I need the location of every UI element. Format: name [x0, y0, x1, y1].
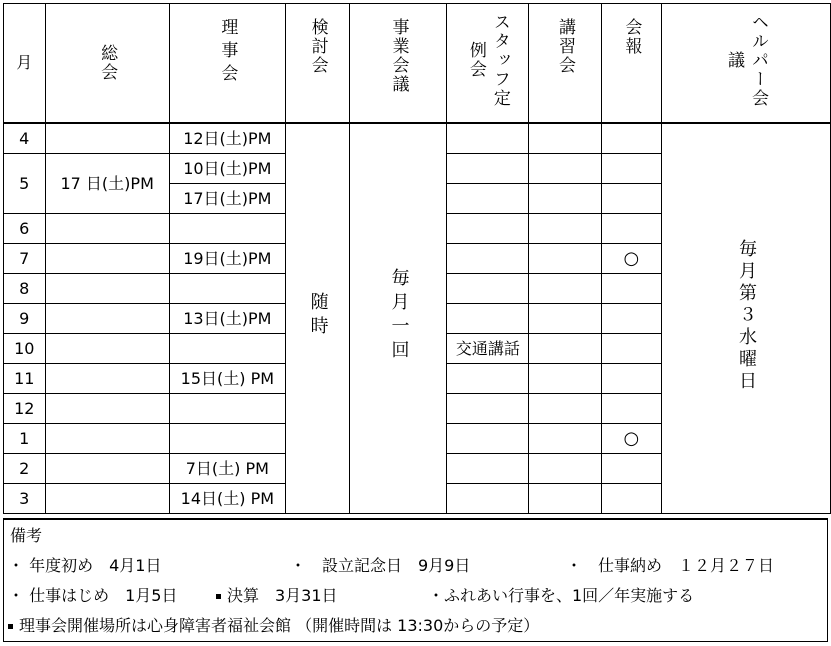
header-kaiho: 会報 — [601, 4, 661, 124]
kaiho-cell — [601, 154, 661, 184]
rijikai-cell: 19日(土)PM — [169, 244, 285, 274]
staff-cell — [447, 364, 529, 394]
koshukai-cell — [529, 364, 602, 394]
koshukai-cell — [529, 244, 602, 274]
staff-cell — [447, 123, 529, 154]
koshukai-cell — [529, 454, 602, 484]
circle-mark-icon: ○ — [623, 247, 640, 269]
month-row-4 — [4, 123, 831, 154]
note-work-end: ・ 仕事納め １２月２７日 — [566, 556, 775, 575]
note-venue: 理事会開催場所は心身障害者福祉会館 （開催時間は 13:30からの予定） — [19, 616, 540, 635]
sokai-cell — [45, 274, 169, 304]
sokai-cell — [45, 454, 169, 484]
notes-line-3 — [8, 616, 539, 636]
rijikai-cell: 15日(土) PM — [169, 364, 285, 394]
month-cell: 9 — [4, 304, 46, 334]
sokai-cell — [45, 244, 169, 274]
header-rijikai: 理事会 — [169, 4, 285, 124]
kaiho-cell — [601, 274, 661, 304]
staff-cell — [447, 484, 529, 514]
rijikai-cell — [169, 424, 285, 454]
kentokai-cell: 随時 — [285, 123, 350, 514]
koshukai-cell — [529, 484, 602, 514]
sokai-cell — [45, 394, 169, 424]
header-month: 月 — [4, 4, 46, 124]
bullet-icon — [216, 594, 221, 599]
header-helper: ヘルパー会議 — [661, 4, 830, 124]
header-kentokai: 検討会 — [285, 4, 350, 124]
header-staff: スタッフ定例会 — [447, 4, 529, 124]
header-sokai: 総会 — [45, 4, 169, 124]
kaiho-cell — [601, 123, 661, 154]
koshukai-cell — [529, 154, 602, 184]
sokai-cell — [45, 304, 169, 334]
rijikai-cell: 17日(土)PM — [169, 184, 285, 214]
staff-cell — [447, 184, 529, 214]
koshukai-cell — [529, 394, 602, 424]
kaiho-cell — [601, 214, 661, 244]
rijikai-cell: 14日(土) PM — [169, 484, 285, 514]
note-fiscal-start: ・ 年度初め 4月1日 — [8, 556, 162, 575]
kaiho-cell — [601, 484, 661, 514]
rijikai-cell — [169, 394, 285, 424]
staff-cell — [447, 454, 529, 484]
sokai-cell — [45, 364, 169, 394]
sokai-cell: 17 日(土)PM — [45, 154, 169, 214]
notes-line-2 — [8, 586, 823, 606]
note-founding-day: ・ 設立記念日 9月9日 — [290, 556, 471, 575]
month-cell: 12 — [4, 394, 46, 424]
note-event: ・ふれあい行事を、1回／年実施する — [428, 586, 695, 605]
koshukai-cell — [529, 214, 602, 244]
sokai-cell — [45, 484, 169, 514]
sokai-cell — [45, 334, 169, 364]
kaiho-cell — [601, 364, 661, 394]
notes-section — [3, 518, 828, 642]
circle-mark-icon: ○ — [623, 427, 640, 449]
kaiho-cell — [601, 454, 661, 484]
staff-cell — [447, 154, 529, 184]
month-cell: 3 — [4, 484, 46, 514]
rijikai-cell — [169, 214, 285, 244]
kaiho-cell — [601, 244, 661, 274]
kaiho-cell — [601, 394, 661, 424]
kaiho-cell — [601, 184, 661, 214]
rijikai-cell: 13日(土)PM — [169, 304, 285, 334]
notes-title: 備考 — [10, 526, 43, 545]
kaiho-cell — [601, 424, 661, 454]
rijikai-cell — [169, 274, 285, 304]
bullet-icon — [8, 624, 13, 629]
annual-schedule-table — [3, 3, 831, 514]
koshukai-cell — [529, 123, 602, 154]
rijikai-cell: 12日(土)PM — [169, 123, 285, 154]
month-cell: 5 — [4, 154, 46, 214]
koshukai-cell — [529, 304, 602, 334]
jigyo-cell: 毎月一回 — [350, 123, 447, 514]
koshukai-cell — [529, 334, 602, 364]
rijikai-cell: 7日(土) PM — [169, 454, 285, 484]
staff-cell — [447, 394, 529, 424]
month-cell: 4 — [4, 123, 46, 154]
staff-cell — [447, 304, 529, 334]
month-cell: 2 — [4, 454, 46, 484]
sokai-cell — [45, 424, 169, 454]
staff-cell — [447, 274, 529, 304]
staff-cell — [447, 214, 529, 244]
note-work-start: ・ 仕事はじめ 1月5日 — [8, 586, 178, 605]
rijikai-cell: 10日(土)PM — [169, 154, 285, 184]
staff-cell — [447, 244, 529, 274]
month-cell: 1 — [4, 424, 46, 454]
staff-cell: 交通講話 — [447, 334, 529, 364]
note-settlement: 決算 3月31日 — [216, 586, 338, 606]
month-cell: 7 — [4, 244, 46, 274]
staff-cell — [447, 424, 529, 454]
month-cell: 6 — [4, 214, 46, 244]
notes-line-1 — [8, 556, 823, 576]
rijikai-cell — [169, 334, 285, 364]
header-row — [4, 4, 831, 124]
month-cell: 8 — [4, 274, 46, 304]
header-jigyo: 事業会議 — [350, 4, 447, 124]
koshukai-cell — [529, 184, 602, 214]
header-koshukai: 講習会 — [529, 4, 602, 124]
koshukai-cell — [529, 274, 602, 304]
sokai-cell — [45, 123, 169, 154]
kaiho-cell — [601, 334, 661, 364]
koshukai-cell — [529, 424, 602, 454]
helper-cell: 毎月第３水曜日 — [661, 123, 830, 514]
month-cell: 11 — [4, 364, 46, 394]
month-cell: 10 — [4, 334, 46, 364]
sokai-cell — [45, 214, 169, 244]
kaiho-cell — [601, 304, 661, 334]
